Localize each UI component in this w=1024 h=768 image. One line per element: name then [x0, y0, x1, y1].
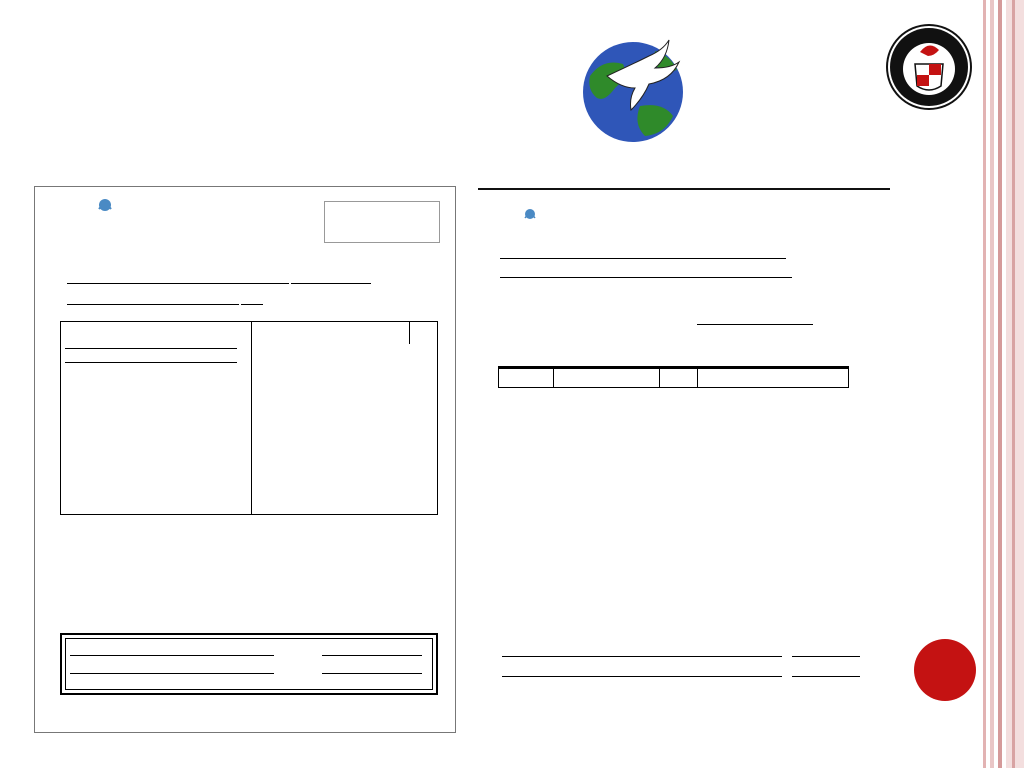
name-field[interactable] — [500, 250, 786, 261]
signature-line — [502, 676, 782, 677]
school-logo — [884, 22, 974, 112]
student-number-field[interactable] — [67, 296, 263, 307]
divider — [478, 188, 890, 190]
community-service-record-form — [494, 194, 878, 696]
signature-line — [792, 656, 860, 657]
signature-line — [502, 656, 782, 657]
bright-futures-proposal-form — [34, 186, 456, 733]
column-header — [660, 368, 698, 388]
organization-column — [61, 322, 252, 514]
world-dove-logo — [545, 6, 721, 172]
questions-grid — [60, 321, 438, 515]
decorative-dot — [914, 639, 976, 701]
decorative-rail — [1006, 0, 1024, 768]
decorative-rail — [998, 0, 1002, 768]
column-header — [554, 368, 660, 388]
total-hours-field[interactable] — [697, 316, 813, 327]
column-header — [698, 368, 849, 388]
student-number-field[interactable] — [500, 269, 792, 280]
decorative-rail — [983, 0, 986, 768]
signature-line — [792, 676, 860, 677]
decorative-rail — [1012, 0, 1015, 768]
social-issue-heading — [61, 388, 249, 392]
column-header — [499, 368, 554, 388]
signature-box — [60, 633, 438, 695]
district-logo — [59, 195, 149, 237]
yn-header — [409, 328, 437, 330]
decorative-rail — [990, 0, 994, 768]
district-logo — [496, 206, 570, 242]
office-use-box — [324, 201, 440, 243]
hours-table — [498, 366, 849, 388]
yes-no-column — [251, 322, 437, 514]
name-field[interactable] — [67, 275, 371, 286]
